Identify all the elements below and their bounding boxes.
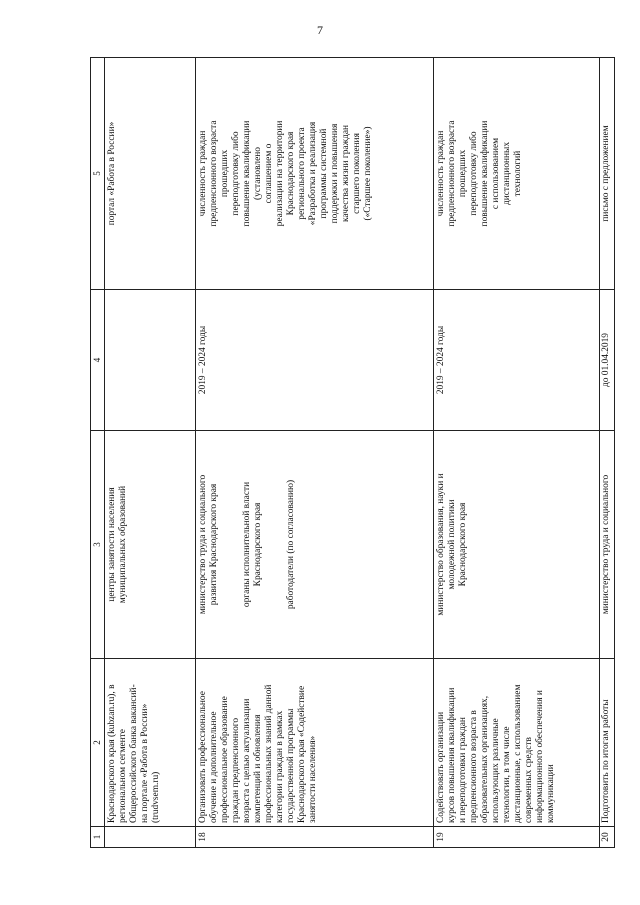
rotated-table-container	[90, 58, 636, 848]
measure-cell: Организовать профессиональное обучение и дополнительное профессиональное образование граждан предпенсионного возраста с целью актуализации компетенций и обновления профессиональных знаний данной категории граждан в рамках государственной программы Краснодарского края «Содействие занятости населения»	[196, 659, 434, 827]
row-number: 20	[600, 827, 615, 848]
deadline-cell: 2019 – 2024 годы	[196, 290, 434, 431]
header-cell: 5	[91, 58, 105, 290]
header-cell: 3	[91, 431, 105, 659]
header-cell: 2	[91, 659, 105, 827]
executor-cell: центры занятости населения муниципальных образований	[105, 431, 196, 659]
result-cell: численность граждан предпенсионного возраста прошедших переподготовку либо повышение квалификации (установлено соглашением о реализации на территории Краснодарского края регионального проекта «Разработка и реализация программы системной поддержки и повышения качества жизни граждан старшего поколения («Старшее поколение»)	[196, 58, 434, 290]
executor-cell: министерство труда и социального развития Краснодарского края органы исполнительной власти Краснодарского края работодатели (по согласованию)	[196, 431, 434, 659]
measure-cell: Подготовить по итогам работы	[600, 659, 615, 827]
table-row	[600, 58, 615, 848]
result-cell: численность граждан предпенсионного возраста прошедших переподготовку либо повышение квалификации с использованием дистанционных технологий	[434, 58, 600, 290]
page-number: 7	[317, 23, 323, 37]
deadline-cell: 2019 – 2024 годы	[434, 290, 600, 431]
result-cell: письмо с предложением	[600, 58, 615, 290]
row-number: 19	[434, 827, 600, 848]
deadline-cell: до 01.04.2019	[600, 290, 615, 431]
table-row	[196, 58, 434, 848]
measure-cell: Краснодарского края (kubzan.ru), в региональном сегменте Общероссийского банка вакансий- на портале «Работа в России» (trudvsem.ru)	[105, 659, 196, 827]
measures-table	[90, 57, 615, 848]
result-cell: портал «Работа в России»	[105, 58, 196, 290]
header-row	[91, 58, 105, 848]
table-row	[434, 58, 600, 848]
deadline-cell	[105, 290, 196, 431]
header-cell: 4	[91, 290, 105, 431]
executor-cell: министерство труда и социального	[600, 431, 615, 659]
row-number: 18	[196, 827, 434, 848]
row-number	[105, 827, 196, 848]
measure-cell: Содействовать организации курсов повышения квалификации и переподготовки граждан предпенсионного возраста в образовательных организациях, использующих различные технологии, в том числе дистанционные, с использованием современных средств информационного обеспечения и коммуникации	[434, 659, 600, 827]
header-cell: 1	[91, 827, 105, 848]
table-row	[105, 58, 196, 848]
executor-cell: министерство образования, науки и молодежной политики Краснодарского края	[434, 431, 600, 659]
